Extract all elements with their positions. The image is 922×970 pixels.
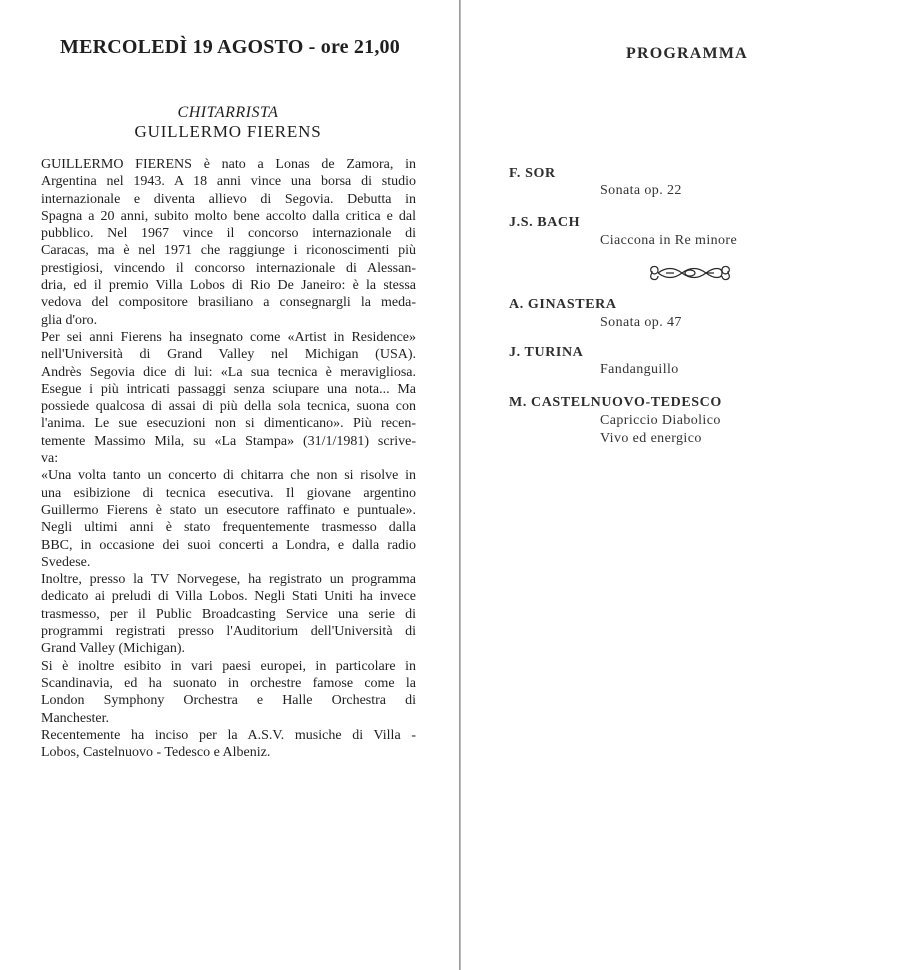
bio-line: Andrès Segovia dice di lui: «La sua tecnica è meravigliosa. [41,364,416,380]
work-castelnuovo-capriccio: Capriccio Diabolico [600,413,721,428]
bio-line: Negli ultimi anni è stato frequentemente trasmesso dalla [41,520,416,536]
bio-line: Guillermo Fierens è stato un esecutore raffinato e puntuale». [41,502,416,518]
composer-castelnuovo-tedesco: M. CASTELNUOVO-TEDESCO [509,395,722,410]
bio-line: dria, ed il premio Villa Lobos di Rio De Janeiro: è la stessa [41,278,416,294]
bio-line: vedova del compositore brasiliano a consegnargli la meda- [41,295,416,311]
bio-line: possiede qualcosa di assai di più della sola tecnica, suona con [41,399,416,415]
bio-line: Caracas, ma è nel 1971 che raggiunge i riconoscimenti più [41,243,416,259]
bio-line: Scandinavia, ed ha suonato in orchestre famose come la [41,675,416,691]
composer-sor: F. SOR [509,166,556,181]
bio-line: va: [41,451,59,467]
work-ginastera-sonata: Sonata op. 47 [600,315,682,330]
performer-role: CHITARRISTA [177,104,279,121]
bio-line: «Una volta tanto un concerto di chitarra che non si risolve in [41,468,416,484]
bio-line: prestigiosi, vincendo il concorso internazionale di Alessan- [41,260,416,276]
bio-line: Spagna a 20 anni, subito molto bene accolto dalla critica e dal [41,208,416,224]
bio-line: nell'Università di Grand Valley nel Michigan (USA). [41,347,416,363]
left-page [0,0,460,970]
bio-line: Grand Valley (Michigan). [41,641,185,657]
bio-line: l'anima. Le sue esecuzioni non si dimenticano». Più recen- [41,416,416,432]
bio-line: trasmesso, per il Public Broadcasting Service una serie di [41,606,416,622]
bio-line: una esibizione di tecnica esecutiva. Il giovane argentino [41,485,416,501]
right-page [461,0,922,970]
bio-line: Manchester. [41,710,110,726]
bio-line: Lobos, Castelnuovo - Tedesco e Albeniz. [41,745,271,761]
bio-line: pubblico. Nel 1967 vince il concorso internazionale di [41,226,416,242]
work-castelnuovo-tempo: Vivo ed energico [600,431,702,446]
bio-line: GUILLERMO FIERENS è nato a Lonas de Zamora, in [41,157,416,172]
bio-line: programmi registrati presso l'Auditorium dell'Università di [41,624,416,640]
composer-turina: J. TURINA [509,345,584,360]
program-title: PROGRAMMA [626,45,748,62]
bio-line: Argentina nel 1943. A 18 anni vince una borsa di studio [41,174,416,190]
bio-line: Per sei anni Fierens ha insegnato come «Artist in Residence» [41,329,416,345]
work-bach-ciaccona: Ciaccona in Re minore [600,233,738,248]
bio-line: glia d'oro. [41,312,98,328]
bio-line: Inoltre, presso la TV Norvegese, ha registrato un programma [41,572,416,588]
bio-line: London Symphony Orchestra e Halle Orchestra di [41,693,416,709]
work-sor-sonata: Sonata op. 22 [600,183,682,198]
biography-text [41,156,416,761]
bio-line: Si è inoltre esibito in vari paesi europei, in particolare in [41,658,416,674]
work-turina-fandanguillo: Fandanguillo [600,362,679,377]
bio-line: Svedese. [41,554,91,570]
composer-bach: J.S. BACH [509,215,581,230]
bio-line: dedicato ai preludi di Villa Lobos. Negli Stati Uniti ha invece [41,589,416,605]
performer-name: GUILLERMO FIERENS [134,122,322,141]
bio-line: internazionale e diventa allievo di Segovia. Debutta in [41,191,416,207]
bio-line: Esegue i più intricati passaggi senza sciupare una nota... Ma [41,381,416,397]
bio-line: Recentemente ha inciso per la A.S.V. musiche di Villa - [41,727,416,743]
bio-line: BBC, in occasione dei suoi concerti a Londra, e dalla radio [41,537,416,553]
scroll-ornament-icon [644,262,736,284]
concert-date-header: MERCOLEDÌ 19 AGOSTO - ore 21,00 [60,36,400,58]
bio-line: temente Massimo Mila, su «La Stampa» (31/1/1981) scrive- [41,433,416,449]
composer-ginastera: A. GINASTERA [509,297,617,312]
